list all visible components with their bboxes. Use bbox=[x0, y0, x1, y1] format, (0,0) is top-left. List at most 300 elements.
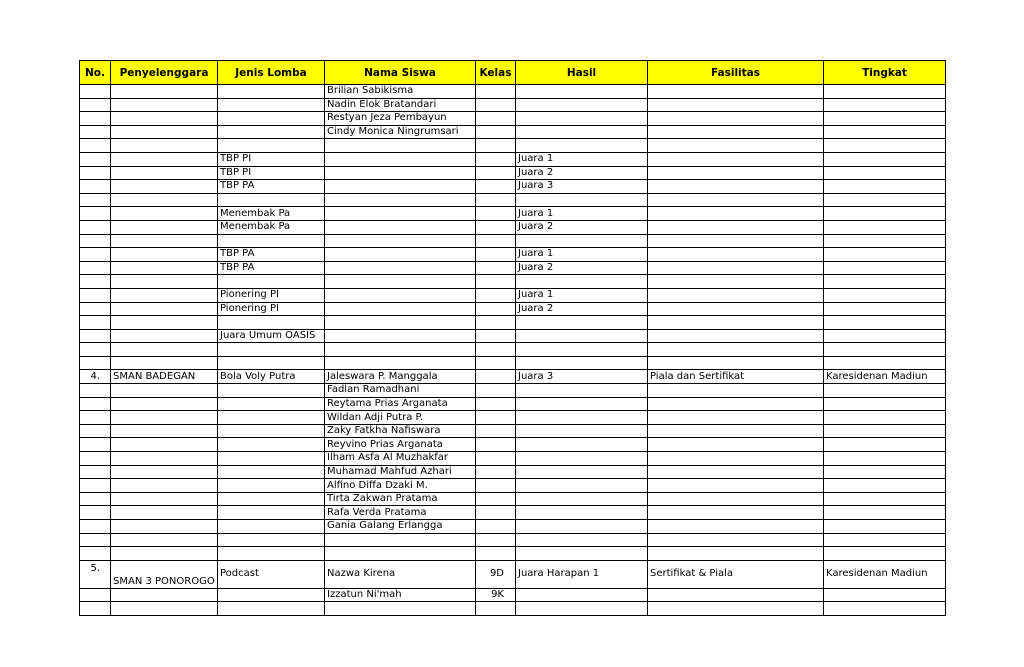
cell-no bbox=[80, 193, 111, 207]
cell-penyelenggara bbox=[111, 602, 218, 616]
cell-penyelenggara bbox=[111, 193, 218, 207]
cell-nama-siswa: Nazwa Kirena bbox=[325, 560, 476, 588]
cell-penyelenggara bbox=[111, 547, 218, 561]
cell-kelas bbox=[476, 343, 516, 357]
cell-fasilitas bbox=[648, 166, 824, 180]
cell-no bbox=[80, 288, 111, 302]
cell-kelas bbox=[476, 112, 516, 126]
cell-no bbox=[80, 547, 111, 561]
cell-nama-siswa bbox=[325, 166, 476, 180]
cell-no bbox=[80, 438, 111, 452]
cell-no bbox=[80, 506, 111, 520]
cell-penyelenggara bbox=[111, 261, 218, 275]
cell-tingkat bbox=[824, 356, 946, 370]
table-row bbox=[80, 438, 946, 452]
cell-nama-siswa bbox=[325, 343, 476, 357]
cell-jenis-lomba bbox=[218, 343, 325, 357]
cell-nama-siswa bbox=[325, 193, 476, 207]
cell-kelas bbox=[476, 85, 516, 99]
cell-penyelenggara bbox=[111, 180, 218, 194]
cell-hasil: Juara 2 bbox=[516, 166, 648, 180]
cell-hasil bbox=[516, 384, 648, 398]
cell-jenis-lomba bbox=[218, 506, 325, 520]
table-row bbox=[80, 248, 946, 262]
cell-fasilitas bbox=[648, 288, 824, 302]
cell-penyelenggara bbox=[111, 166, 218, 180]
cell-kelas bbox=[476, 248, 516, 262]
table-row bbox=[80, 98, 946, 112]
cell-penyelenggara bbox=[111, 465, 218, 479]
cell-penyelenggara bbox=[111, 533, 218, 547]
cell-nama-siswa: Tirta Zakwan Pratama bbox=[325, 492, 476, 506]
cell-kelas bbox=[476, 180, 516, 194]
cell-jenis-lomba bbox=[218, 139, 325, 153]
cell-tingkat bbox=[824, 438, 946, 452]
cell-hasil: Juara 1 bbox=[516, 207, 648, 221]
cell-jenis-lomba bbox=[218, 275, 325, 289]
cell-hasil bbox=[516, 492, 648, 506]
table-row bbox=[80, 560, 946, 588]
table-row bbox=[80, 288, 946, 302]
cell-kelas bbox=[476, 98, 516, 112]
cell-nama-siswa: Muhamad Mahfud Azhari bbox=[325, 465, 476, 479]
cell-kelas bbox=[476, 125, 516, 139]
cell-hasil bbox=[516, 602, 648, 616]
cell-hasil bbox=[516, 411, 648, 425]
cell-kelas bbox=[476, 329, 516, 343]
table-row bbox=[80, 479, 946, 493]
table-row bbox=[80, 506, 946, 520]
cell-penyelenggara bbox=[111, 152, 218, 166]
table-row bbox=[80, 384, 946, 398]
cell-kelas bbox=[476, 602, 516, 616]
cell-penyelenggara bbox=[111, 452, 218, 466]
cell-tingkat bbox=[824, 547, 946, 561]
cell-jenis-lomba bbox=[218, 125, 325, 139]
cell-tingkat bbox=[824, 384, 946, 398]
cell-tingkat bbox=[824, 112, 946, 126]
cell-jenis-lomba bbox=[218, 602, 325, 616]
cell-no bbox=[80, 112, 111, 126]
cell-fasilitas bbox=[648, 479, 824, 493]
cell-tingkat bbox=[824, 411, 946, 425]
cell-jenis-lomba bbox=[218, 533, 325, 547]
cell-no: 4. bbox=[80, 370, 111, 384]
cell-penyelenggara bbox=[111, 356, 218, 370]
cell-hasil bbox=[516, 343, 648, 357]
cell-nama-siswa bbox=[325, 316, 476, 330]
cell-hasil: Juara 2 bbox=[516, 261, 648, 275]
cell-no bbox=[80, 248, 111, 262]
cell-tingkat bbox=[824, 329, 946, 343]
table-row bbox=[80, 220, 946, 234]
cell-kelas bbox=[476, 384, 516, 398]
cell-nama-siswa bbox=[325, 356, 476, 370]
cell-fasilitas bbox=[648, 602, 824, 616]
table-row bbox=[80, 139, 946, 153]
cell-kelas bbox=[476, 275, 516, 289]
cell-jenis-lomba bbox=[218, 424, 325, 438]
cell-kelas bbox=[476, 506, 516, 520]
cell-fasilitas bbox=[648, 207, 824, 221]
cell-kelas bbox=[476, 533, 516, 547]
cell-penyelenggara bbox=[111, 506, 218, 520]
cell-no bbox=[80, 302, 111, 316]
cell-hasil bbox=[516, 438, 648, 452]
cell-tingkat bbox=[824, 248, 946, 262]
cell-nama-siswa: Reyvino Prias Arganata bbox=[325, 438, 476, 452]
cell-nama-siswa bbox=[325, 288, 476, 302]
cell-nama-siswa bbox=[325, 275, 476, 289]
cell-no bbox=[80, 261, 111, 275]
cell-nama-siswa: Fadlan Ramadhani bbox=[325, 384, 476, 398]
cell-kelas bbox=[476, 452, 516, 466]
cell-tingkat bbox=[824, 506, 946, 520]
cell-hasil bbox=[516, 139, 648, 153]
cell-jenis-lomba bbox=[218, 438, 325, 452]
cell-kelas bbox=[476, 234, 516, 248]
cell-hasil bbox=[516, 125, 648, 139]
table-row bbox=[80, 424, 946, 438]
cell-fasilitas bbox=[648, 397, 824, 411]
cell-tingkat bbox=[824, 316, 946, 330]
cell-penyelenggara bbox=[111, 275, 218, 289]
cell-kelas bbox=[476, 424, 516, 438]
cell-jenis-lomba: TBP PA bbox=[218, 248, 325, 262]
table-row bbox=[80, 356, 946, 370]
cell-kelas bbox=[476, 411, 516, 425]
cell-no bbox=[80, 602, 111, 616]
header-tingkat: Tingkat bbox=[824, 61, 946, 85]
cell-jenis-lomba bbox=[218, 547, 325, 561]
cell-no bbox=[80, 397, 111, 411]
cell-tingkat bbox=[824, 397, 946, 411]
table-row bbox=[80, 207, 946, 221]
cell-penyelenggara bbox=[111, 288, 218, 302]
table-row bbox=[80, 329, 946, 343]
cell-fasilitas bbox=[648, 180, 824, 194]
cell-nama-siswa bbox=[325, 302, 476, 316]
cell-kelas bbox=[476, 479, 516, 493]
cell-no bbox=[80, 275, 111, 289]
cell-nama-siswa bbox=[325, 220, 476, 234]
cell-fasilitas bbox=[648, 411, 824, 425]
cell-fasilitas bbox=[648, 275, 824, 289]
cell-fasilitas bbox=[648, 302, 824, 316]
table-row bbox=[80, 85, 946, 99]
cell-jenis-lomba: TBP PA bbox=[218, 180, 325, 194]
cell-no bbox=[80, 343, 111, 357]
cell-jenis-lomba bbox=[218, 316, 325, 330]
cell-jenis-lomba bbox=[218, 384, 325, 398]
cell-nama-siswa: Rafa Verda Pratama bbox=[325, 506, 476, 520]
table-row bbox=[80, 397, 946, 411]
cell-tingkat bbox=[824, 288, 946, 302]
cell-fasilitas bbox=[648, 384, 824, 398]
cell-jenis-lomba bbox=[218, 98, 325, 112]
header-penyelenggara: Penyelenggara bbox=[111, 61, 218, 85]
cell-penyelenggara bbox=[111, 329, 218, 343]
cell-fasilitas bbox=[648, 248, 824, 262]
cell-jenis-lomba bbox=[218, 112, 325, 126]
cell-fasilitas bbox=[648, 139, 824, 153]
cell-jenis-lomba: Pionering PI bbox=[218, 302, 325, 316]
cell-nama-siswa bbox=[325, 329, 476, 343]
cell-jenis-lomba: Menembak Pa bbox=[218, 220, 325, 234]
header-nama-siswa: Nama Siswa bbox=[325, 61, 476, 85]
cell-jenis-lomba bbox=[218, 465, 325, 479]
cell-nama-siswa: Reytama Prias Arganata bbox=[325, 397, 476, 411]
cell-kelas bbox=[476, 316, 516, 330]
table-body bbox=[80, 85, 946, 616]
cell-jenis-lomba bbox=[218, 356, 325, 370]
cell-tingkat bbox=[824, 125, 946, 139]
cell-nama-siswa: Alfino Diffa Dzaki M. bbox=[325, 479, 476, 493]
cell-penyelenggara bbox=[111, 98, 218, 112]
table-row bbox=[80, 602, 946, 616]
cell-tingkat bbox=[824, 465, 946, 479]
cell-fasilitas bbox=[648, 424, 824, 438]
cell-no bbox=[80, 180, 111, 194]
cell-kelas bbox=[476, 520, 516, 534]
cell-hasil: Juara 3 bbox=[516, 180, 648, 194]
cell-nama-siswa: Brilian Sabikisma bbox=[325, 85, 476, 99]
cell-hasil bbox=[516, 112, 648, 126]
cell-fasilitas bbox=[648, 492, 824, 506]
cell-no bbox=[80, 356, 111, 370]
cell-tingkat bbox=[824, 152, 946, 166]
cell-penyelenggara bbox=[111, 411, 218, 425]
table-row bbox=[80, 316, 946, 330]
cell-fasilitas bbox=[648, 125, 824, 139]
cell-nama-siswa bbox=[325, 547, 476, 561]
cell-jenis-lomba bbox=[218, 588, 325, 602]
cell-no bbox=[80, 85, 111, 99]
cell-jenis-lomba bbox=[218, 452, 325, 466]
cell-tingkat bbox=[824, 275, 946, 289]
cell-penyelenggara bbox=[111, 588, 218, 602]
cell-jenis-lomba: Bola Voly Putra bbox=[218, 370, 325, 384]
cell-jenis-lomba bbox=[218, 520, 325, 534]
cell-jenis-lomba bbox=[218, 193, 325, 207]
table-row bbox=[80, 411, 946, 425]
cell-hasil bbox=[516, 452, 648, 466]
cell-fasilitas bbox=[648, 438, 824, 452]
cell-jenis-lomba: TBP PI bbox=[218, 152, 325, 166]
cell-nama-siswa: Cindy Monica Ningrumsari bbox=[325, 125, 476, 139]
cell-no bbox=[80, 452, 111, 466]
cell-hasil bbox=[516, 397, 648, 411]
cell-tingkat bbox=[824, 261, 946, 275]
cell-fasilitas bbox=[648, 98, 824, 112]
cell-hasil: Juara 2 bbox=[516, 302, 648, 316]
table-row bbox=[80, 193, 946, 207]
cell-hasil bbox=[516, 356, 648, 370]
cell-nama-siswa bbox=[325, 152, 476, 166]
cell-nama-siswa: Gania Galang Erlangga bbox=[325, 520, 476, 534]
table-row bbox=[80, 452, 946, 466]
table-row bbox=[80, 520, 946, 534]
cell-jenis-lomba: TBP PA bbox=[218, 261, 325, 275]
table-row bbox=[80, 492, 946, 506]
cell-kelas bbox=[476, 492, 516, 506]
cell-no bbox=[80, 166, 111, 180]
cell-kelas: 9D bbox=[476, 560, 516, 588]
cell-hasil bbox=[516, 85, 648, 99]
cell-hasil: Juara 1 bbox=[516, 248, 648, 262]
cell-tingkat bbox=[824, 207, 946, 221]
cell-hasil bbox=[516, 234, 648, 248]
cell-hasil bbox=[516, 424, 648, 438]
cell-fasilitas bbox=[648, 193, 824, 207]
cell-no bbox=[80, 125, 111, 139]
cell-jenis-lomba: TBP PI bbox=[218, 166, 325, 180]
cell-hasil: Juara 1 bbox=[516, 152, 648, 166]
competition-results-table bbox=[79, 60, 946, 616]
cell-nama-siswa bbox=[325, 180, 476, 194]
cell-no bbox=[80, 98, 111, 112]
header-row bbox=[80, 61, 946, 85]
cell-hasil bbox=[516, 520, 648, 534]
cell-no bbox=[80, 533, 111, 547]
cell-no bbox=[80, 479, 111, 493]
cell-no: 5. bbox=[80, 560, 111, 588]
cell-penyelenggara bbox=[111, 397, 218, 411]
header-no: No. bbox=[80, 61, 111, 85]
table-row bbox=[80, 302, 946, 316]
cell-fasilitas bbox=[648, 547, 824, 561]
cell-penyelenggara bbox=[111, 384, 218, 398]
cell-fasilitas: Piala dan Sertifikat bbox=[648, 370, 824, 384]
table-row bbox=[80, 166, 946, 180]
cell-penyelenggara bbox=[111, 234, 218, 248]
cell-kelas bbox=[476, 302, 516, 316]
cell-penyelenggara bbox=[111, 438, 218, 452]
cell-tingkat bbox=[824, 602, 946, 616]
cell-no bbox=[80, 152, 111, 166]
cell-penyelenggara bbox=[111, 492, 218, 506]
cell-jenis-lomba: Pionering PI bbox=[218, 288, 325, 302]
cell-kelas bbox=[476, 370, 516, 384]
cell-fasilitas bbox=[648, 452, 824, 466]
cell-tingkat bbox=[824, 520, 946, 534]
cell-tingkat bbox=[824, 139, 946, 153]
cell-tingkat: Karesidenan Madiun bbox=[824, 560, 946, 588]
cell-fasilitas bbox=[648, 85, 824, 99]
cell-kelas bbox=[476, 465, 516, 479]
cell-penyelenggara bbox=[111, 85, 218, 99]
cell-no bbox=[80, 234, 111, 248]
table-row bbox=[80, 234, 946, 248]
cell-fasilitas bbox=[648, 316, 824, 330]
cell-no bbox=[80, 492, 111, 506]
cell-fasilitas bbox=[648, 465, 824, 479]
cell-fasilitas bbox=[648, 533, 824, 547]
cell-fasilitas bbox=[648, 506, 824, 520]
cell-penyelenggara bbox=[111, 302, 218, 316]
cell-tingkat bbox=[824, 220, 946, 234]
cell-fasilitas bbox=[648, 112, 824, 126]
cell-fasilitas bbox=[648, 343, 824, 357]
table-row bbox=[80, 533, 946, 547]
cell-kelas bbox=[476, 438, 516, 452]
cell-penyelenggara bbox=[111, 220, 218, 234]
cell-kelas bbox=[476, 139, 516, 153]
table-row bbox=[80, 465, 946, 479]
cell-penyelenggara bbox=[111, 112, 218, 126]
cell-fasilitas bbox=[648, 588, 824, 602]
cell-tingkat bbox=[824, 180, 946, 194]
table-row bbox=[80, 112, 946, 126]
cell-hasil: Juara 3 bbox=[516, 370, 648, 384]
cell-tingkat bbox=[824, 234, 946, 248]
cell-penyelenggara: SMAN BADEGAN bbox=[111, 370, 218, 384]
cell-no bbox=[80, 520, 111, 534]
table-row bbox=[80, 261, 946, 275]
cell-tingkat bbox=[824, 166, 946, 180]
cell-kelas bbox=[476, 207, 516, 221]
cell-kelas bbox=[476, 152, 516, 166]
cell-no bbox=[80, 411, 111, 425]
cell-fasilitas bbox=[648, 329, 824, 343]
cell-no bbox=[80, 424, 111, 438]
cell-hasil: Juara 2 bbox=[516, 220, 648, 234]
cell-no bbox=[80, 220, 111, 234]
cell-nama-siswa bbox=[325, 234, 476, 248]
cell-hasil bbox=[516, 533, 648, 547]
cell-nama-siswa bbox=[325, 248, 476, 262]
cell-no bbox=[80, 329, 111, 343]
cell-nama-siswa bbox=[325, 602, 476, 616]
cell-penyelenggara bbox=[111, 520, 218, 534]
cell-no bbox=[80, 316, 111, 330]
cell-kelas bbox=[476, 261, 516, 275]
cell-penyelenggara: SMAN 3 PONOROGO bbox=[111, 560, 218, 588]
cell-fasilitas bbox=[648, 234, 824, 248]
header-kelas: Kelas bbox=[476, 61, 516, 85]
cell-kelas bbox=[476, 220, 516, 234]
cell-nama-siswa bbox=[325, 139, 476, 153]
table-row bbox=[80, 588, 946, 602]
cell-nama-siswa bbox=[325, 533, 476, 547]
cell-tingkat bbox=[824, 424, 946, 438]
table-row bbox=[80, 125, 946, 139]
cell-fasilitas bbox=[648, 261, 824, 275]
cell-jenis-lomba: Podcast bbox=[218, 560, 325, 588]
cell-kelas bbox=[476, 397, 516, 411]
cell-kelas bbox=[476, 547, 516, 561]
table-row bbox=[80, 180, 946, 194]
cell-no bbox=[80, 588, 111, 602]
table-row bbox=[80, 370, 946, 384]
cell-hasil bbox=[516, 506, 648, 520]
cell-kelas bbox=[476, 193, 516, 207]
cell-jenis-lomba bbox=[218, 397, 325, 411]
cell-hasil bbox=[516, 275, 648, 289]
cell-nama-siswa: Ilham Asfa Al Muzhakfar bbox=[325, 452, 476, 466]
cell-nama-siswa: Wildan Adji Putra P. bbox=[325, 411, 476, 425]
cell-hasil bbox=[516, 479, 648, 493]
cell-nama-siswa: Zaky Fatkha Nafiswara bbox=[325, 424, 476, 438]
cell-kelas bbox=[476, 288, 516, 302]
cell-penyelenggara bbox=[111, 343, 218, 357]
cell-hasil bbox=[516, 465, 648, 479]
cell-hasil: Juara Harapan 1 bbox=[516, 560, 648, 588]
table-row bbox=[80, 547, 946, 561]
cell-tingkat bbox=[824, 588, 946, 602]
cell-no bbox=[80, 139, 111, 153]
header-jenis-lomba: Jenis Lomba bbox=[218, 61, 325, 85]
